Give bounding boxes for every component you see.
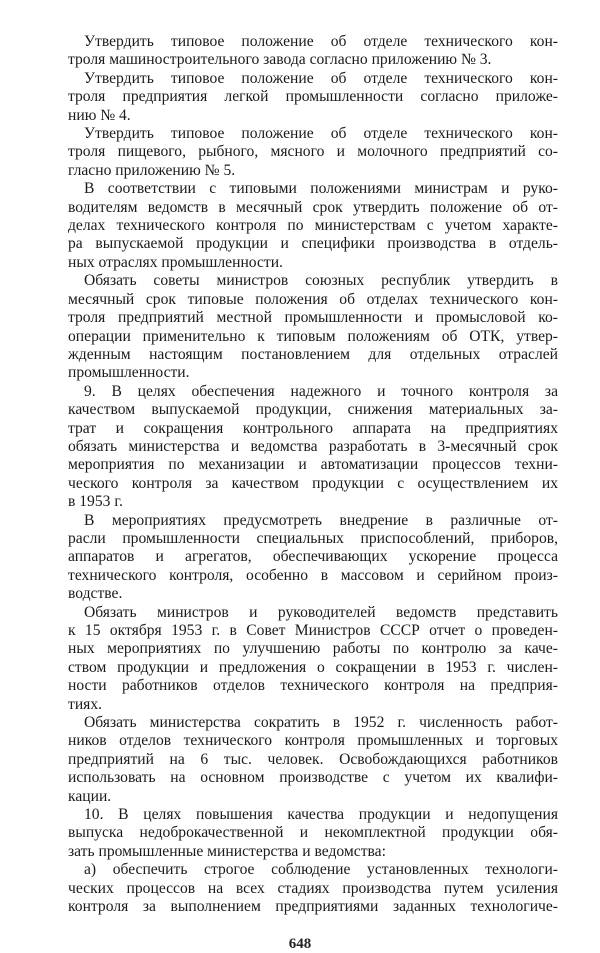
text-line: качеством выпускаемой продукции, снижения материальных за- <box>68 401 558 419</box>
text-line: ческого контроля за качеством продукции с осуществлением их <box>68 474 558 492</box>
paragraph <box>68 604 558 714</box>
text-line: нию № 4. <box>68 106 131 124</box>
text-line: троля пищевого, рыбного, мясного и молочного предприятий со- <box>68 143 558 161</box>
text-line: ческих процессов на всех стадиях производства путем усиления <box>68 879 558 897</box>
text-line: выпуска недоброкачественной и некомплектной продукции обя- <box>68 824 558 842</box>
text-line: троля предприятия легкой промышленности согласно приложе- <box>68 88 558 106</box>
text-line: водителям ведомств в месячный срок утвердить положение об от- <box>68 198 558 216</box>
text-line: Утвердить типовое положение об отделе технического кон- <box>84 33 558 50</box>
text-line: использовать на основном производстве с учетом их квалифи- <box>68 769 558 787</box>
paragraph <box>68 180 558 272</box>
paragraph <box>68 861 558 916</box>
text-line: расли промышленности специальных приспособлений, приборов, <box>68 529 558 547</box>
paragraph <box>68 125 558 180</box>
text-line: Утвердить типовое положение об отделе технического кон- <box>84 125 558 143</box>
document-body <box>68 0 558 917</box>
text-line: Обязать советы министров союзных республик утвердить в <box>84 272 558 290</box>
text-line: ных отраслях промышленности. <box>68 253 283 271</box>
text-line: аппаратов и агрегатов, обеспечивающих ускорение процесса <box>68 548 558 566</box>
text-line: предприятий на 6 тыс. человек. Освобождающихся работников <box>68 750 558 768</box>
paragraph <box>68 714 558 806</box>
page-number: 648 <box>288 935 312 952</box>
text-line: В соответствии с типовыми положениями министрам и руко- <box>84 180 558 198</box>
text-line: кации. <box>68 787 112 805</box>
text-line: ра выпускаемой продукции и специфики производства в отдель- <box>68 235 558 253</box>
text-line: промышленности. <box>68 364 190 382</box>
text-line: операции применительно к типовым положениям об ОТК, утвер- <box>68 327 558 345</box>
text-line: контроля за выполнением предприятиями заданных технологиче- <box>68 898 558 916</box>
text-line: трат и сокращения контрольного аппарата на предприятиях <box>68 419 558 437</box>
text-line: троля машиностроительного завода согласно приложению № 3. <box>68 51 492 69</box>
text-line: гласно приложению № 5. <box>68 161 236 179</box>
text-line: обязать министерства и ведомства разработать в 3-месячный срок <box>68 437 558 455</box>
paragraph <box>68 70 558 125</box>
text-line: водстве. <box>68 585 123 603</box>
text-line: ности работников отделов технического контроля на предприя- <box>68 677 558 695</box>
text-line: в 1953 г. <box>68 493 123 511</box>
text-line: ных мероприятиях по улучшению работы по контролю за каче- <box>68 640 558 658</box>
text-line: технического контроля, особенно в массовом и серийном произ- <box>68 566 558 584</box>
paragraph <box>68 383 558 512</box>
paragraph <box>68 512 558 604</box>
text-line: мероприятия по механизации и автоматизации процессов техни- <box>68 456 558 474</box>
text-line: жденным настоящим постановлением для отдельных отраслей <box>68 345 558 363</box>
text-line: тиях. <box>68 695 103 713</box>
paragraph <box>68 33 558 70</box>
text-line: к 15 октября 1953 г. в Совет Министров СССР отчет о проведен- <box>68 622 558 639</box>
text-line: Обязать министерства сократить в 1952 г. численность работ- <box>84 714 558 732</box>
paragraph <box>68 806 558 861</box>
paragraph <box>68 272 558 382</box>
text-line: Обязать министров и руководителей ведомств представить <box>84 603 558 621</box>
text-line: троля предприятий местной промышленности и промысловой ко- <box>68 309 558 327</box>
text-line: ством продукции и предложения о сокращении в 1953 г. числен- <box>68 658 558 676</box>
text-line: а) обеспечить строгое соблюдение установленных технологи- <box>84 861 558 879</box>
text-line: зать промышленные министерства и ведомства: <box>68 842 386 860</box>
text-line: месячный срок типовые положения об отделах технического кон- <box>68 290 558 308</box>
text-line: Утвердить типовое положение об отделе технического кон- <box>84 69 558 87</box>
text-line: 9. В целях обеспечения надежного и точного контроля за <box>84 382 558 400</box>
text-line: В мероприятиях предусмотреть внедрение в различные от- <box>84 511 558 529</box>
text-line: ников отделов технического контроля промышленных и торговых <box>68 732 558 750</box>
text-line: делах технического контроля по министерствам с учетом характе- <box>68 217 558 235</box>
text-line: 10. В целях повышения качества продукции и недопущения <box>84 806 558 824</box>
